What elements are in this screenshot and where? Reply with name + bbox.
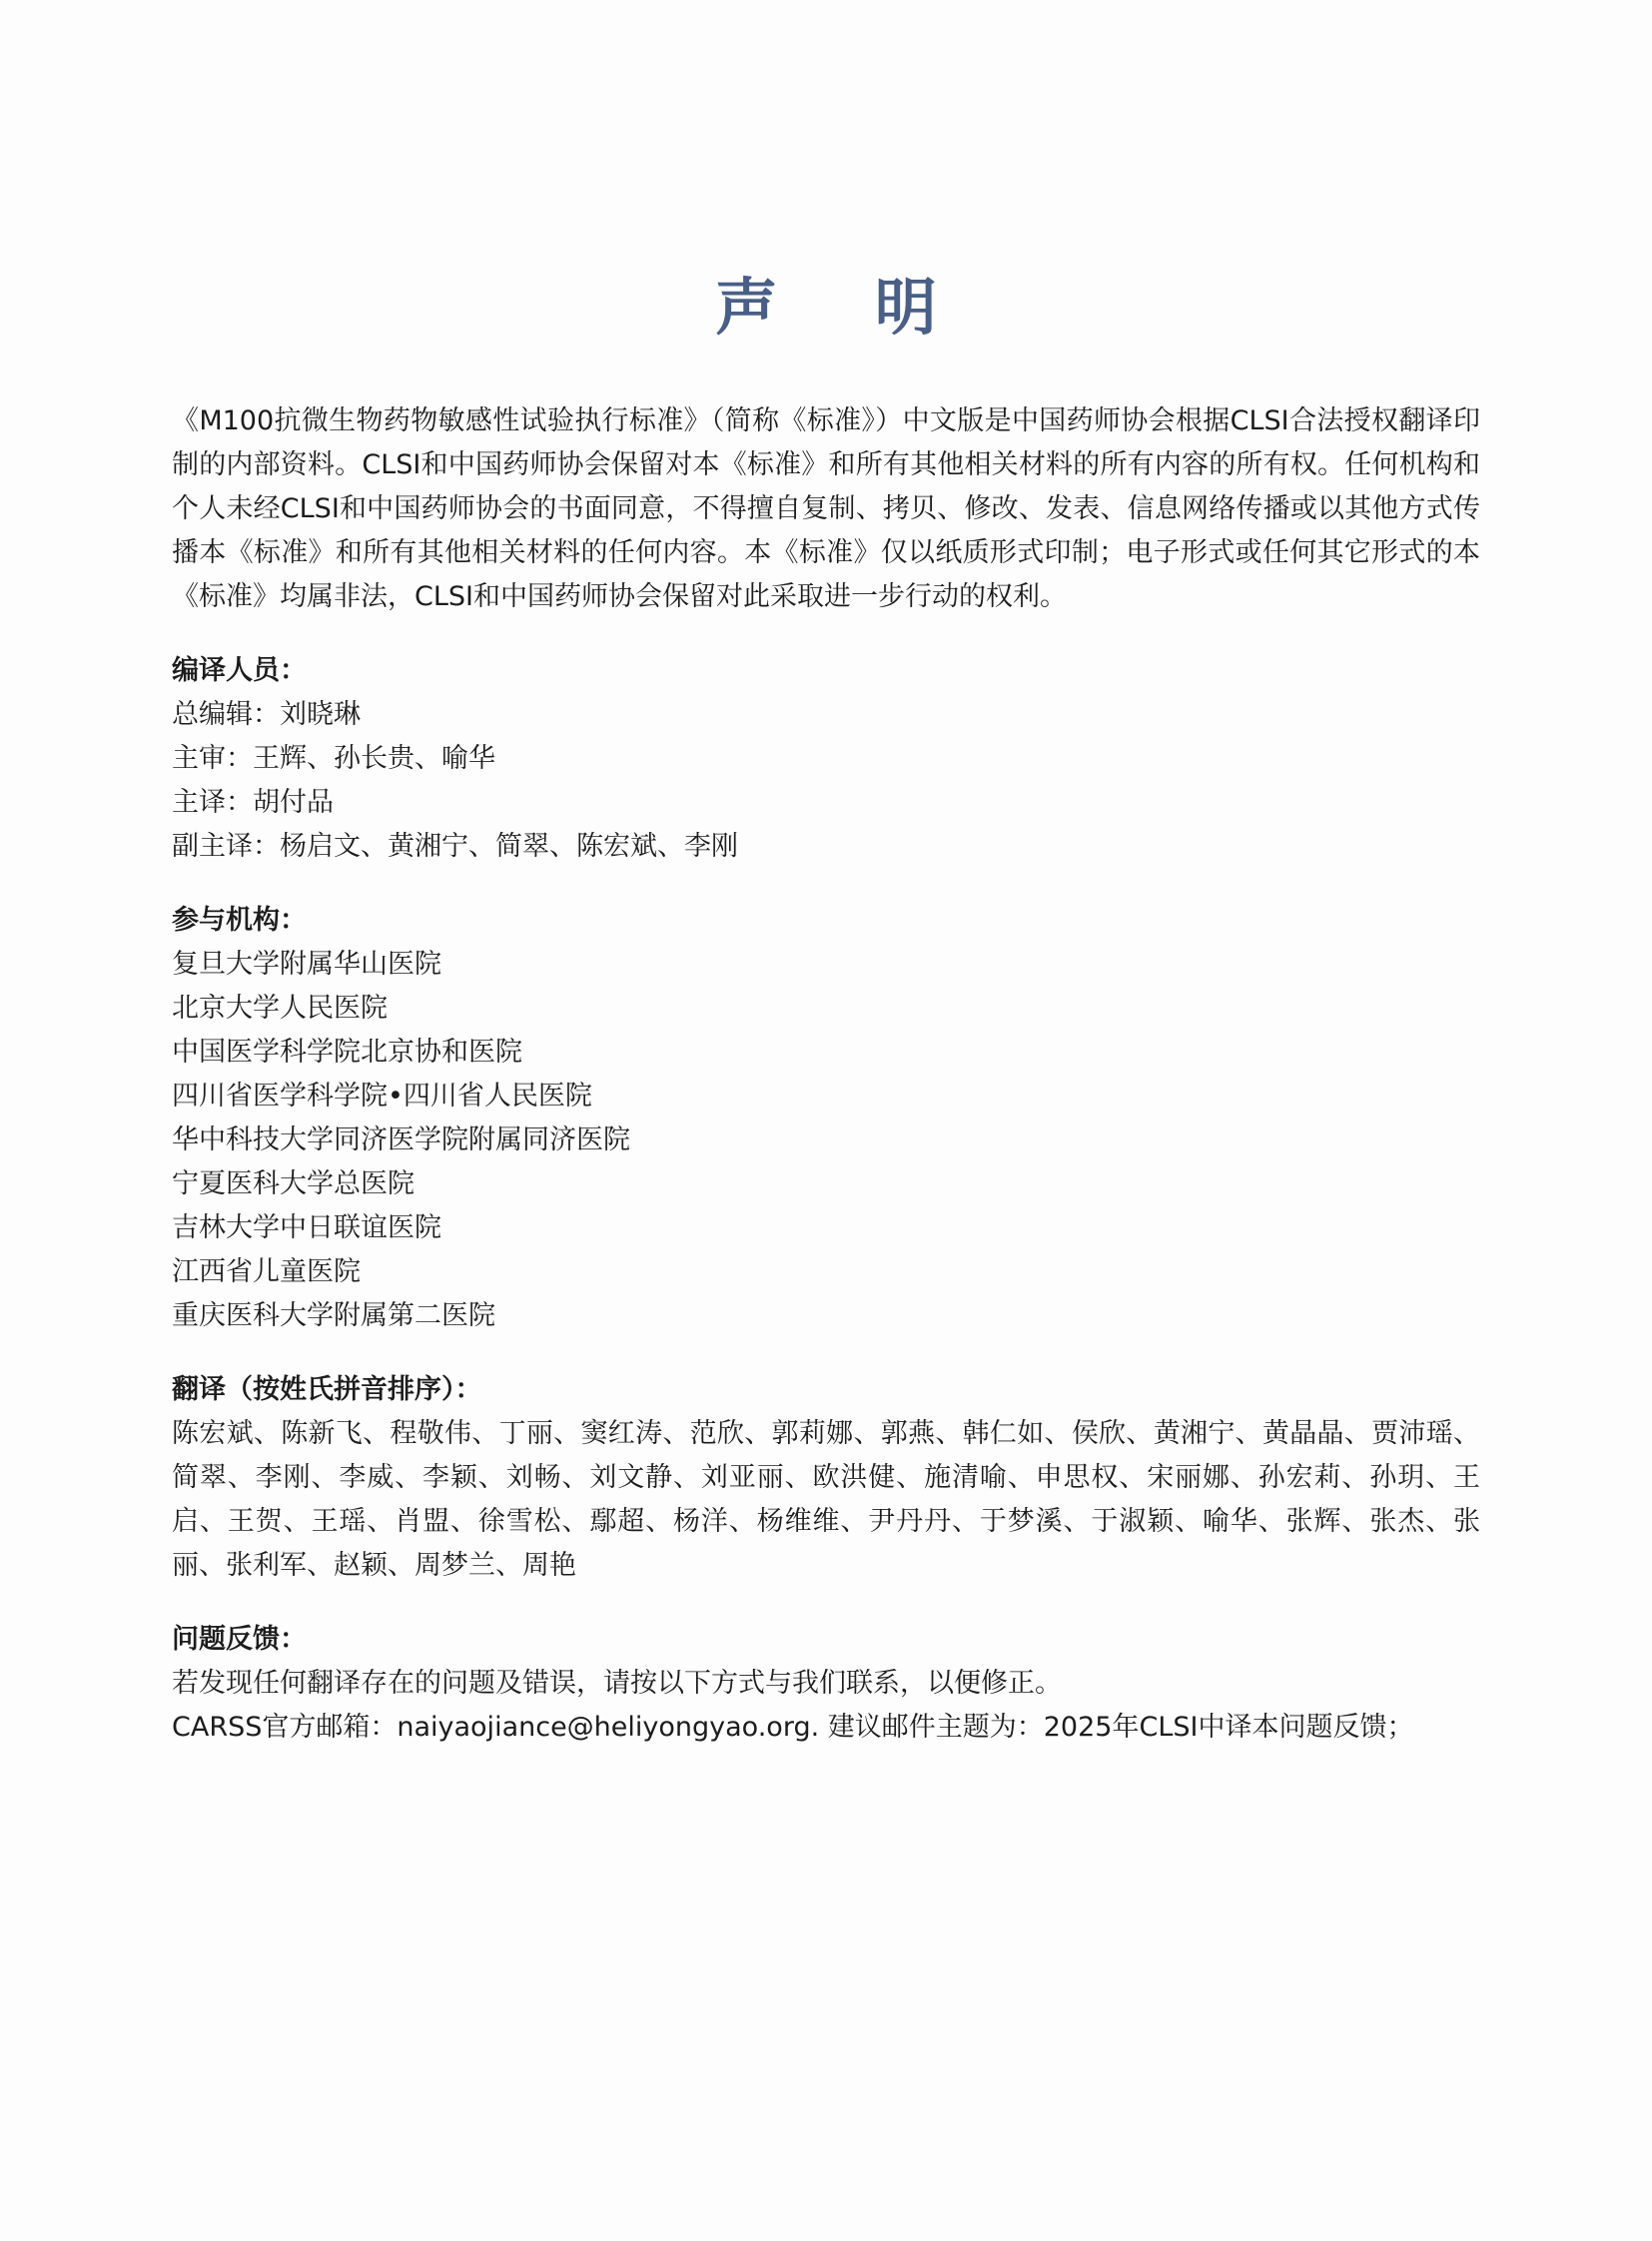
institution-item: 四川省医学科学院•四川省人民医院 [172,1081,592,1112]
editors-section [172,649,1480,869]
institutions-heading: 参与机构： [172,905,307,936]
institution-item: 吉林大学中日联谊医院 [172,1212,441,1243]
translator-names: 陈宏斌、陈新飞、程敬伟、丁丽、窦红涛、范欣、郭莉娜、郭燕、韩仁如、侯欣、黄湘宁、黄晶晶、贾沛瑶、简翠、李刚、李威、李颖、刘畅、刘文静、刘亚丽、欧洪健、施清喻、申思权、宋丽娜、孙宏莉、孙玥、王启、王贺、王瑶、肖盟、徐雪松、鄢超、杨洋、杨维维、尹丹丹、于梦溪、于淑颖、喻华、张辉、张杰、张丽、张利军、赵颖、周梦兰、周艳 [172,1418,1480,1581]
editor-line: 主审：王辉、孙长贵、喻华 [172,743,495,774]
institution-item: 中国医学科学院北京协和医院 [172,1037,522,1068]
editors-heading: 编译人员： [172,655,307,686]
institution-item: 北京大学人民医院 [172,993,388,1024]
feedback-section [172,1618,1480,1750]
feedback-heading: 问题反馈： [172,1624,307,1655]
document-body [172,399,1480,1750]
institutions-section [172,899,1480,1338]
institution-item: 重庆医科大学附属第二医院 [172,1300,495,1331]
institution-item: 宁夏医科大学总医院 [172,1168,414,1199]
page-title: 声 明 [715,271,975,344]
feedback-instruction: 若发现任何翻译存在的问题及错误，请按以下方式与我们联系，以便修正。 [172,1668,1062,1699]
institution-item: 华中科技大学同济医学院附属同济医院 [172,1124,630,1155]
editor-line: 主译：胡付品 [172,787,334,818]
editor-line: 副主译：杨启文、黄湘宁、简翠、陈宏斌、李刚 [172,831,738,862]
feedback-email-line: CARSS官方邮箱：naiyaojiance@heliyongyao.org. 建议邮件主题为：2025年CLSI中译本问题反馈； [172,1712,1414,1743]
editor-line: 总编辑：刘晓琳 [172,699,361,730]
institution-item: 复旦大学附属华山医院 [172,949,441,980]
translators-heading: 翻译（按姓氏拼音排序）： [172,1374,482,1405]
translators-section [172,1368,1480,1588]
institution-item: 江西省儿童医院 [172,1256,361,1287]
statement-paragraph: 《M100抗微生物药物敏感性试验执行标准》（简称《标准》）中文版是中国药师协会根据CLSI合法授权翻译印制的内部资料。CLSI和中国药师协会保留对本《标准》和所有其他相关材料的所有内容的所有权。任何机构和个人未经CLSI和中国药师协会的书面同意，不得擅自复制、拷贝、修改、发表、信息网络传播或以其他方式传播本《标准》和所有其他相关材料的任何内容。本《标准》仅以纸质形式印制；电子形式或任何其它形式的本《标准》均属非法，CLSI和中国药师协会保留对此采取进一步行动的权利。 [172,405,1480,612]
